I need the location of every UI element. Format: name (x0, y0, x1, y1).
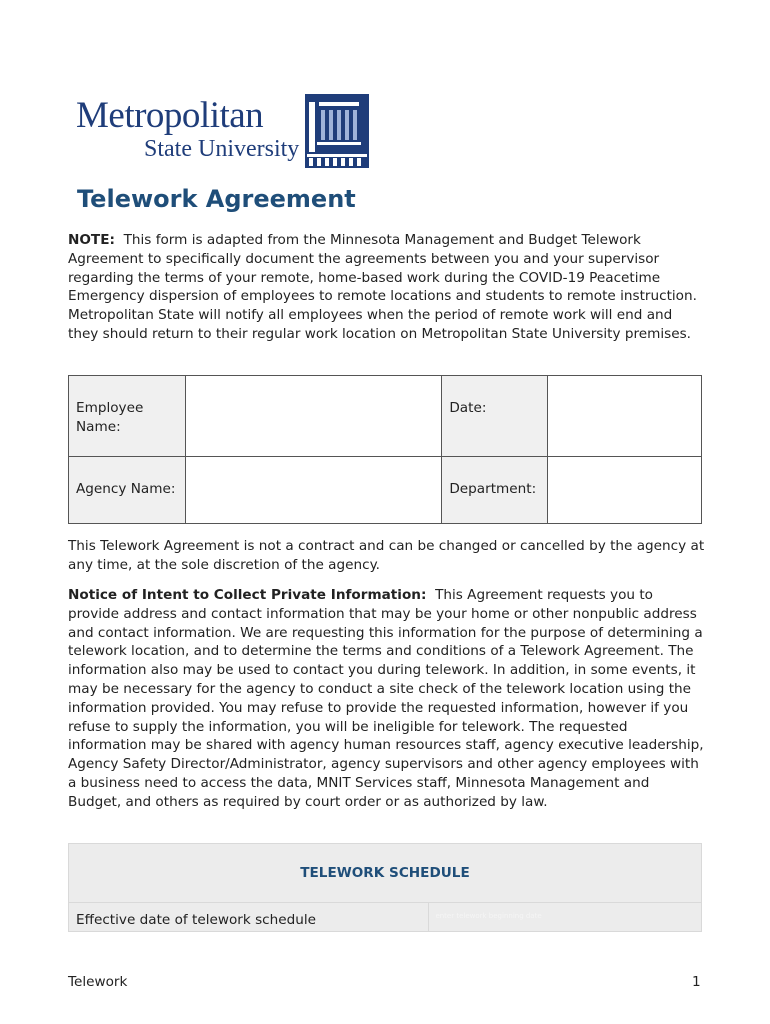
effective-date-field[interactable] (429, 903, 702, 932)
employee-info-table (68, 375, 702, 524)
schedule-heading: TELEWORK SCHEDULE (69, 844, 702, 903)
logo-wordmark-line2: State University (144, 136, 300, 162)
note-paragraph (68, 231, 706, 344)
footer-label: Telework (68, 974, 128, 990)
note-text: This form is adapted from the Minnesota Management and Budget Telework Agreement to specifically document the agreements between you and your supervisor regarding the terms of your remote, home-based work during the COVID-19 Peacetime Emergency dispersion of employees to remote locations and students to remote instruction. Metropolitan State will notify all employees when the period of remote work will end and they should return to their regular work location on Metropolitan State University premises. (68, 232, 697, 342)
effective-date-label: Effective date of telework schedule (69, 903, 429, 932)
employee-name-field[interactable] (185, 376, 441, 457)
university-logo (76, 94, 376, 168)
employee-name-label: Employee Name: (69, 376, 186, 457)
agency-name-field[interactable] (185, 457, 441, 524)
department-field[interactable] (548, 457, 702, 524)
page-title: Telework Agreement (77, 185, 356, 213)
page-number: 1 (692, 974, 701, 990)
effective-date-placeholder: enter telework beginning date (435, 912, 542, 920)
notice-text: This Agreement requests you to provide address and contact information that may be your home or other nonpublic address and contact information. We are requesting this information for the purpose of determining a telework location, and to determine the terms and conditions of a Telework Agreement. The information also may be used to contact you during telework. In addition, in some events, it may be necessary for the agency to conduct a site check of the telework location using the information provided. You may refuse to provide the requested information, however if you refuse to supply the information, you will be ineligible for telework. The requested information may be shared with agency human resources staff, agency executive leadership, Agency Safety Director/Administrator, agency supervisors and other agency employees with a business need to access the data, MNIT Services staff, Minnesota Management and Budget, and others as required by court order or as authorized by law. (68, 587, 704, 810)
telework-schedule-table (68, 843, 702, 932)
date-field[interactable] (548, 376, 702, 457)
contract-disclaimer: This Telework Agreement is not a contract and can be changed or cancelled by the agency at any time, at the sole discretion of the agency. (68, 538, 705, 573)
logo-wordmark-line1: Metropolitan (76, 95, 264, 136)
building-icon (305, 94, 369, 168)
agency-name-label: Agency Name: (69, 457, 186, 524)
note-label: NOTE: (68, 232, 115, 248)
notice-label: Notice of Intent to Collect Private Information: (68, 587, 427, 603)
department-label: Department: (442, 457, 548, 524)
notice-paragraph (68, 586, 706, 812)
date-label: Date: (442, 376, 548, 457)
